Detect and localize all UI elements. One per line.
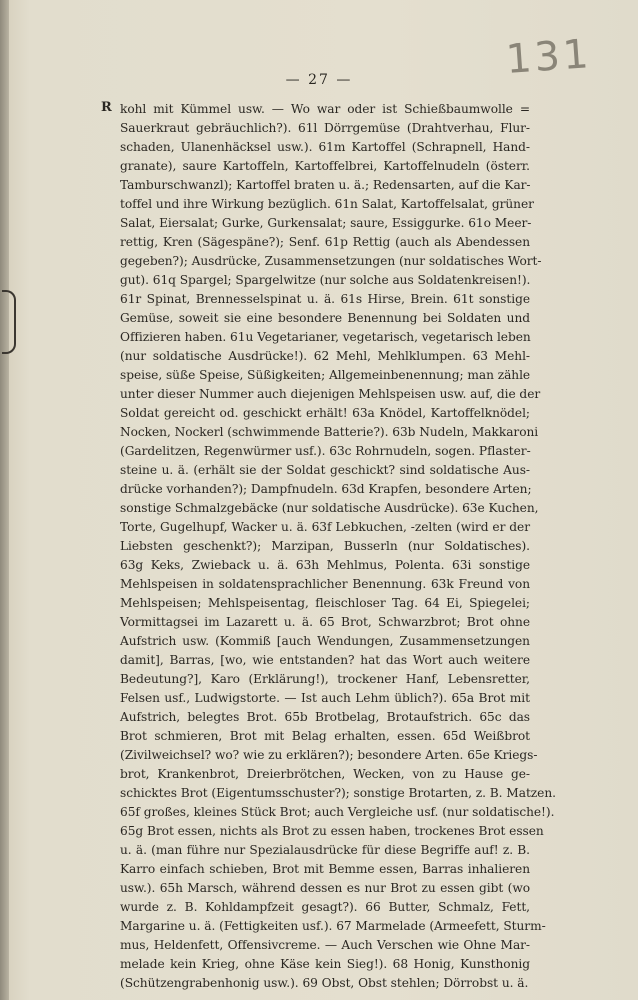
text-line: Mehlspeisen; Mehlspeisentag, fleischloser Tag. 64 Ei, Spiegelei; (120, 596, 530, 610)
text-line: Felsen usf., Ludwigstorte. — Ist auch Lehm üblich?). 65a Brot mit (120, 691, 530, 705)
text-line: 65g Brot essen, nichts als Brot zu essen haben, trockenes Brot essen (120, 824, 544, 838)
text-line: damit], Barras, [wo, wie entstanden? hat das Wort auch weitere (120, 653, 530, 667)
text-line: Nocken, Nockerl (schwimmende Batterie?). 63b Nudeln, Makkaroni (120, 425, 539, 439)
text-line: u. ä. (man führe nur Spezialausdrücke für diese Begriffe auf! z. B. (120, 843, 530, 857)
text-line: Offizieren haben. 61u Vegetarianer, vegetarisch, vegetarisch leben (120, 330, 531, 344)
text-line: Brot schmieren, Brot mit Belag erhalten, essen. 65d Weißbrot (120, 729, 530, 743)
text-line: brot, Krankenbrot, Dreierbrötchen, Wecken, von zu Hause ge- (120, 767, 530, 781)
page-number: — 27 — (285, 72, 353, 88)
handwritten-page-note: 131 (504, 31, 593, 83)
text-line: gegeben?); Ausdrücke, Zusammensetzungen (nur soldatisches Wort- (120, 254, 542, 268)
text-line: Torte, Gugelhupf, Wacker u. ä. 63f Lebkuchen, -zelten (wird er der (120, 520, 530, 534)
text-line: gut). 61q Spargel; Spargelwitze (nur solche aus Soldatenkreisen!). (120, 273, 531, 287)
text-line: Margarine u. ä. (Fettigkeiten usf.). 67 Marmelade (Armeefett, Sturm- (120, 919, 546, 933)
text-line: steine u. ä. (erhält sie der Soldat geschickt? sind soldatische Aus- (120, 463, 530, 477)
text-line: (Zivilweichsel? wo? wie zu erklären?); besondere Arten. 65e Kriegs- (120, 748, 538, 762)
text-line: Aufstrich usw. (Kommiß [auch Wendungen, Zusammensetzungen (120, 634, 530, 648)
text-line: kohl mit Kümmel usw. — Wo war oder ist Schießbaumwolle = (120, 102, 530, 116)
text-line: (Schützengrabenhonig usw.). 69 Obst, Obst stehlen; Dörrobst u. ä. (120, 976, 529, 990)
text-line: wurde z. B. Kohldampfzeit gesagt?). 66 Butter, Schmalz, Fett, (120, 900, 530, 914)
text-line: Bedeutung?], Karo (Erklärung!), trockener Hanf, Lebensretter, (120, 672, 530, 686)
text-line: 63g Keks, Zwieback u. ä. 63h Mehlmus, Polenta. 63i sonstige (120, 558, 530, 572)
text-line: mus, Heldenfett, Offensivcreme. — Auch Verschen wie Ohne Mar- (120, 938, 530, 952)
text-line: Liebsten geschenkt?); Marzipan, Busserln (nur Soldatisches). (120, 539, 530, 553)
text-line: Mehlspeisen in soldatensprachlicher Benennung. 63k Freund von (120, 577, 530, 591)
text-line: Karro einfach schieben, Brot mit Bemme essen, Barras inhalieren (120, 862, 530, 876)
text-line: unter dieser Nummer auch diejenigen Mehlspeisen usw. auf, die der (120, 387, 541, 401)
text-line: schicktes Brot (Eigentumsschuster?); sonstige Brotarten, z. B. Matzen. (120, 786, 556, 800)
text-line: (nur soldatische Ausdrücke!). 62 Mehl, Mehlklumpen. 63 Mehl- (120, 349, 530, 363)
text-line: toffel und ihre Wirkung bezüglich. 61n Salat, Kartoffelsalat, grüner (120, 197, 534, 211)
body-text (101, 100, 556, 993)
binding-edge (0, 0, 9, 1000)
text-line: Salat, Eiersalat; Gurke, Gurkensalat; saure, Essiggurke. 61o Meer- (120, 216, 532, 230)
text-line: rettig, Kren (Sägespäne?); Senf. 61p Rettig (auch als Abendessen (120, 235, 530, 249)
text-line: speise, süße Speise, Süßigkeiten; Allgemeinbenennung; man zähle (120, 368, 531, 382)
text-line: (Gardelitzen, Regenwürmer usf.). 63c Rohrnudeln, sogen. Pflaster- (120, 444, 531, 458)
text-line: Vormittagsei im Lazarett u. ä. 65 Brot, Schwarzbrot; Brot ohne (120, 615, 530, 629)
text-line: usw.). 65h Marsch, während dessen es nur Brot zu essen gibt (wo (120, 881, 530, 895)
text-line: Gemüse, soweit sie eine besondere Benennung bei Soldaten und (120, 311, 530, 325)
text-line: sonstige Schmalzgebäcke (nur soldatische Ausdrücke). 63e Kuchen, (120, 501, 539, 515)
text-line: Sauerkraut gebräuchlich?). 61l Dörrgemüse (Drahtverhau, Flur- (120, 121, 530, 135)
text-line: 65f großes, kleines Stück Brot; auch Vergleiche usf. (nur soldatische!). (120, 805, 555, 819)
text-line: Tamburschwanzl); Kartoffel braten u. ä.; Redensarten, auf die Kar- (120, 178, 531, 192)
text-line: 61r Spinat, Brennesselspinat u. ä. 61s Hirse, Brein. 61t sonstige (120, 292, 530, 306)
paper-clip (2, 290, 16, 354)
text-line: drücke vorhanden?); Dampfnudeln. 63d Krapfen, besondere Arten; (120, 482, 532, 496)
text-line: Soldat gereicht od. geschickt erhält! 63a Knödel, Kartoffelknödel; (120, 406, 530, 420)
text-line: melade kein Krieg, ohne Käse kein Sieg!). 68 Honig, Kunsthonig (120, 957, 530, 971)
text-line: schaden, Ulanenhäcksel usw.). 61m Kartoffel (Schrapnell, Hand- (120, 140, 530, 154)
margin-marker: R (101, 100, 112, 115)
text-line: Aufstrich, belegtes Brot. 65b Brotbelag, Brotaufstrich. 65c das (120, 710, 530, 724)
text-line: granate), saure Kartoffeln, Kartoffelbrei, Kartoffelnudeln (österr. (120, 159, 530, 173)
